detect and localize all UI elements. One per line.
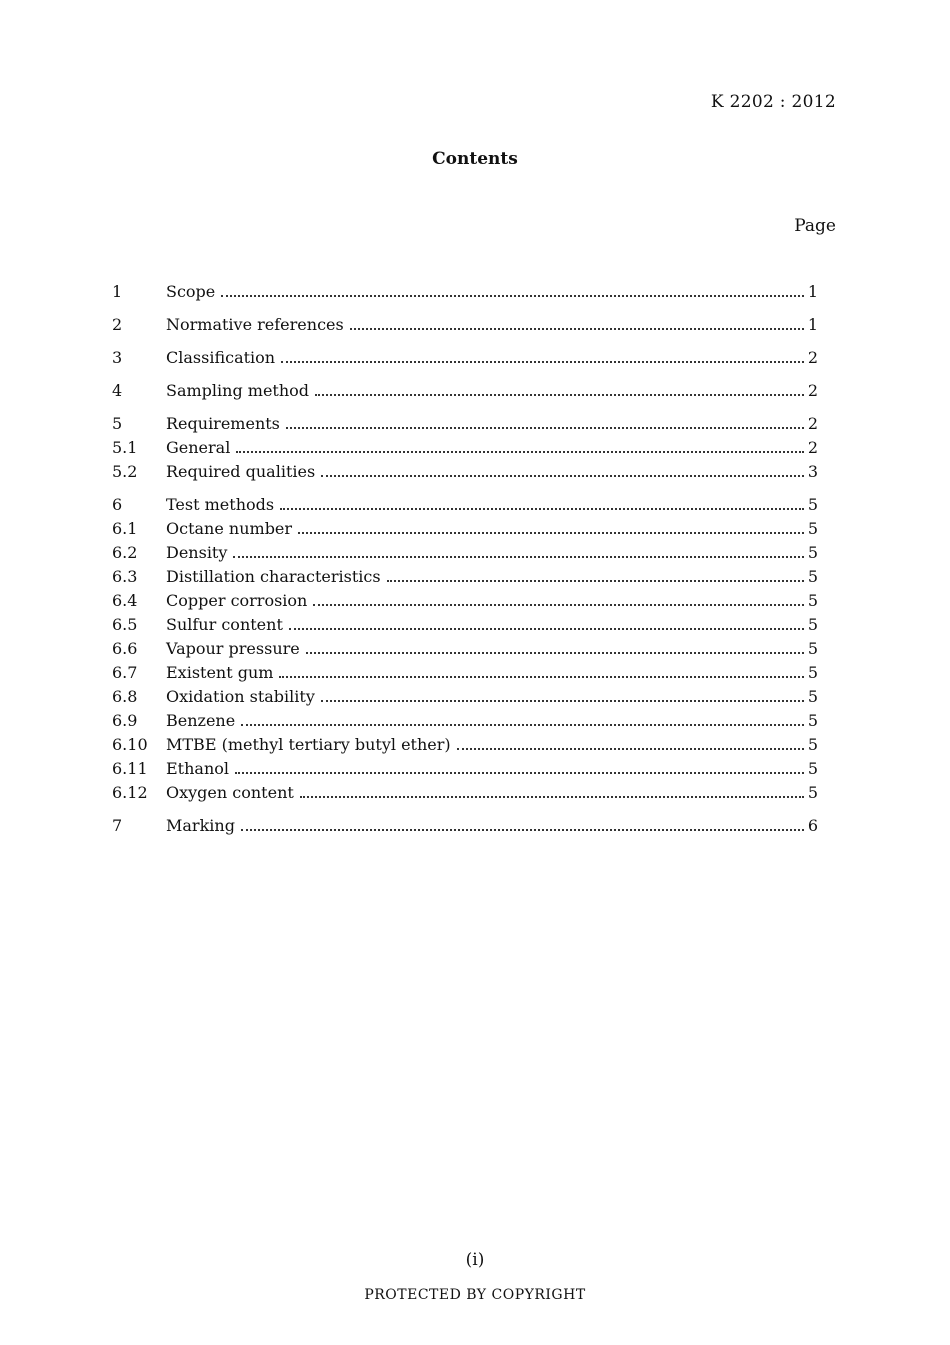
toc-entry-number: 2 — [112, 315, 123, 334]
toc-entry-page: 1 — [807, 282, 818, 301]
toc-entry[interactable] — [112, 493, 818, 517]
toc-entry-number: 6.4 — [112, 591, 138, 610]
toc-entry[interactable] — [112, 757, 818, 781]
toc-entry-title: Sampling method — [166, 381, 310, 400]
toc-entry-number: 6.6 — [112, 639, 138, 658]
document-number: K 2202 : 2012 — [710, 92, 836, 112]
toc-group — [112, 814, 818, 838]
toc-entry[interactable] — [112, 613, 818, 637]
page-title: Contents — [432, 149, 518, 169]
dot-leader — [286, 427, 804, 429]
toc-entry[interactable] — [112, 589, 818, 613]
toc-entry-page: 2 — [807, 381, 818, 400]
toc-entry-number: 6 — [112, 495, 123, 514]
toc-entry[interactable] — [112, 781, 818, 805]
toc-entry-page: 5 — [807, 567, 818, 586]
toc-entry-title: Requirements — [166, 414, 280, 433]
dot-leader — [315, 394, 804, 396]
toc-entry-number: 6.7 — [112, 663, 138, 682]
toc-entry-title: Copper corrosion — [166, 591, 308, 610]
toc-entry-page: 2 — [807, 348, 818, 367]
toc-group — [112, 313, 818, 337]
copyright-notice: PROTECTED BY COPYRIGHT — [364, 1287, 586, 1303]
toc-entry-title: Octane number — [166, 519, 293, 538]
toc-entry-number: 5.1 — [112, 438, 138, 457]
toc-entry-page: 5 — [807, 687, 818, 706]
toc-entry-number: 1 — [112, 282, 123, 301]
toc-entry[interactable] — [112, 346, 818, 370]
toc-entry[interactable] — [112, 517, 818, 541]
toc-entry[interactable] — [112, 379, 818, 403]
toc-entry-title: Classification — [166, 348, 276, 367]
toc-entry-page: 5 — [807, 711, 818, 730]
toc-entry-page: 5 — [807, 759, 818, 778]
toc-entry-page: 5 — [807, 519, 818, 538]
toc-entry[interactable] — [112, 637, 818, 661]
dot-leader — [321, 475, 804, 477]
toc-entry-page: 5 — [807, 543, 818, 562]
toc-entry[interactable] — [112, 460, 818, 484]
toc-entry-page: 2 — [807, 438, 818, 457]
toc-entry-number: 6.12 — [112, 783, 148, 802]
dot-leader — [289, 628, 804, 630]
dot-leader — [280, 508, 804, 510]
toc-entry-title: Marking — [166, 816, 235, 835]
toc-entry[interactable] — [112, 436, 818, 460]
toc-entry-number: 6.3 — [112, 567, 138, 586]
toc-entry-number: 4 — [112, 381, 123, 400]
toc-entry-number: 3 — [112, 348, 123, 367]
dot-leader — [387, 580, 804, 582]
toc-entry-page: 6 — [807, 816, 818, 835]
dot-leader — [321, 700, 804, 702]
dot-leader — [233, 556, 803, 558]
toc-entry[interactable] — [112, 814, 818, 838]
toc-entry-title: General — [166, 438, 231, 457]
toc-entry-page: 1 — [807, 315, 818, 334]
toc-group — [112, 493, 818, 805]
toc-entry-page: 5 — [807, 495, 818, 514]
toc-entry[interactable] — [112, 733, 818, 757]
dot-leader — [241, 724, 804, 726]
dot-leader — [350, 328, 804, 330]
toc-entry-title: Normative references — [166, 315, 344, 334]
toc-entry-number: 5.2 — [112, 462, 138, 481]
toc-entry-page: 3 — [807, 462, 818, 481]
toc-entry-number: 6.2 — [112, 543, 138, 562]
toc-entry[interactable] — [112, 313, 818, 337]
dot-leader — [235, 772, 804, 774]
dot-leader — [236, 451, 803, 453]
toc-entry-number: 5 — [112, 414, 123, 433]
toc-entry-title: Vapour pressure — [166, 639, 300, 658]
toc-entry-page: 2 — [807, 414, 818, 433]
toc-entry-title: Distillation characteristics — [166, 567, 381, 586]
toc-entry-page: 5 — [807, 663, 818, 682]
dot-leader — [221, 295, 804, 297]
toc-entry-title: Ethanol — [166, 759, 230, 778]
dot-leader — [281, 361, 804, 363]
toc-entry-title: Test methods — [166, 495, 275, 514]
toc-group — [112, 412, 818, 484]
toc-entry-title: Existent gum — [166, 663, 274, 682]
table-of-contents — [112, 280, 818, 847]
toc-group — [112, 379, 818, 403]
toc-entry[interactable] — [112, 685, 818, 709]
toc-entry-number: 6.10 — [112, 735, 148, 754]
toc-group — [112, 280, 818, 304]
toc-entry[interactable] — [112, 280, 818, 304]
dot-leader — [300, 796, 804, 798]
toc-entry-title: MTBE (methyl tertiary butyl ether) — [166, 735, 451, 754]
toc-entry-number: 6.5 — [112, 615, 138, 634]
toc-entry-page: 5 — [807, 639, 818, 658]
toc-entry-title: Scope — [166, 282, 216, 301]
dot-leader — [306, 652, 804, 654]
toc-entry[interactable] — [112, 541, 818, 565]
toc-entry-number: 6.9 — [112, 711, 138, 730]
toc-entry-number: 6.8 — [112, 687, 138, 706]
dot-leader — [313, 604, 803, 606]
toc-group — [112, 346, 818, 370]
toc-entry-page: 5 — [807, 735, 818, 754]
page-column-header: Page — [794, 216, 836, 236]
toc-entry[interactable] — [112, 709, 818, 733]
toc-entry-title: Oxidation stability — [166, 687, 315, 706]
toc-entry-title: Sulfur content — [166, 615, 283, 634]
toc-entry[interactable] — [112, 661, 818, 685]
page-folio: (i) — [465, 1250, 485, 1270]
dot-leader — [279, 676, 803, 678]
toc-entry-number: 7 — [112, 816, 123, 835]
toc-entry[interactable] — [112, 412, 818, 436]
toc-entry-title: Required qualities — [166, 462, 316, 481]
toc-entry-number: 6.11 — [112, 759, 148, 778]
toc-entry-page: 5 — [807, 591, 818, 610]
toc-entry-page: 5 — [807, 615, 818, 634]
dot-leader — [457, 748, 804, 750]
toc-entry[interactable] — [112, 565, 818, 589]
dot-leader — [241, 829, 804, 831]
toc-entry-title: Benzene — [166, 711, 236, 730]
toc-entry-page: 5 — [807, 783, 818, 802]
toc-entry-title: Oxygen content — [166, 783, 294, 802]
toc-entry-number: 6.1 — [112, 519, 138, 538]
toc-entry-title: Density — [166, 543, 228, 562]
dot-leader — [298, 532, 804, 534]
